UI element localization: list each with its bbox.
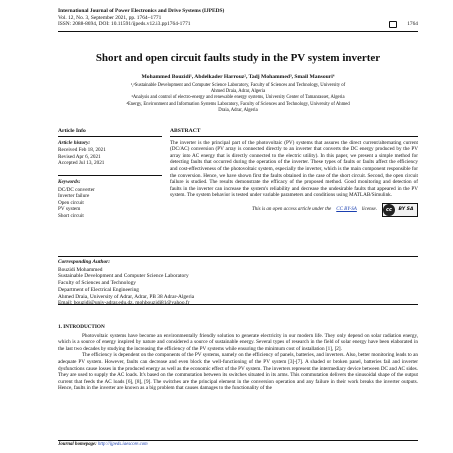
keyword-item: DC/DC converter: [58, 186, 95, 193]
corresponding-author-label: Corresponding Author:: [58, 256, 418, 266]
open-access-notice: [170, 203, 418, 217]
license-link[interactable]: CC BY-SA: [336, 206, 357, 212]
paper-authors: Mohammed Bouzidi¹, Abdelkader Harrouz², Tadj Mohammed³, Smail Mansouri⁴: [141, 74, 335, 80]
history-revised: Revised Apr 6, 2021: [58, 153, 101, 160]
affiliation-line: ⁴Energy, Environment and Information Systems Laboratory, Faculty of Sciences and Technology, University of Ahmed: [126, 101, 350, 107]
author-lab: Sustainable Development and Computer Science Laboratory: [58, 273, 189, 280]
article-info: [58, 128, 162, 220]
footer-label: Journal homepage:: [58, 442, 97, 447]
keyword-item: Short circuit: [58, 212, 84, 219]
introduction-section: [58, 324, 418, 392]
page-footer: [58, 440, 418, 447]
cc-by-sa-label: BY SA: [398, 206, 414, 212]
author-address: Ahmed Draia, University of Adrar, Adrar, PB 38 Adrar-Algeria: [58, 293, 195, 300]
author-email[interactable]: Email: bouzidi@univ-adrar.edu.dz, mohbouzidi81@yahoo.fr: [58, 300, 190, 307]
open-access-prefix: This is an open access article under the: [251, 206, 332, 212]
keyword-item: Open circuit: [58, 199, 84, 206]
paper-title: Short and open circuit faults study in the PV system inverter: [95, 52, 381, 64]
cc-license-badge[interactable]: [382, 203, 418, 217]
abstract-section: [170, 128, 418, 217]
journal-issn: ISSN: 2088-8694, DOI: 10.11591/ijpeds.v12.i3.pp1764-1771: [58, 21, 191, 28]
affiliation-line: ¹,²Sustainable Development and Computer Science Laboratory, Faculty of Sciences and Technology, University of: [130, 83, 346, 88]
creative-commons-icon: cc: [383, 204, 395, 216]
journal-volume: Vol. 12, No. 3, September 2021, pp. 1764~1771: [58, 14, 162, 21]
journal-homepage-link[interactable]: http://ijpeds.iaescore.com: [97, 442, 148, 447]
affiliation-line: Draia, Adrar, Algeria: [218, 107, 258, 113]
history-accepted: Accepted Jul 13, 2021: [58, 160, 105, 167]
keywords-section: [58, 175, 162, 220]
affiliation-line: ³Analysis and control of electro-energy and renewable energy systems, University Center of Tamanrasset, Algeria: [131, 95, 345, 101]
journal-header: [58, 8, 418, 28]
intro-paragraph-1: Photovoltaic systems have become an environmentally friendly solution to generate electricity in our modern life. They only depend on solar radiation energy, which is a source of energy inspired by nature and considered a source of sustainable energy. Several types of research in the field of solar energy have been elaborated in the last two decades by studying the increasing the efficiency of the PV systems while ensuring the minimum cost of installation [1], [2].: [58, 332, 418, 352]
keywords-label: Keywords:: [58, 178, 81, 185]
abstract-heading: ABSTRACT: [170, 128, 418, 137]
journal-name: International Journal of Power Electronics and Drive Systems (IJPEDS): [58, 8, 225, 14]
keyword-item: PV system: [58, 206, 81, 213]
author-department: Department of Electrical Engineering: [58, 286, 139, 293]
intro-paragraph-2: The efficiency is dependent on the components of the PV systems, namely on the efficiency of panels, batteries, and inverters. Also, better monitoring leads to an adequate PV system. However, faults can decrease and even block the well-functioning of the PV system [3]-[7]. A shaded or broken panel, batteries fail and inverter dysfunctions cause losses in the produced energy as well as the economic effect of the PV system. The inverters represent the intermediary device between DC and AC sides. They are used to supply the AC loads. It's based on the commutation between its switches situated in its arms. This commutation delivers the sinusoidal shape of the output current that feeds the AC loads [6], [8], [9]. The switches are the principal element in the conversion operation and any failure in their work breaks the inverter outputs. Hence, faults in the inverter are known as a big problem that causes damages to the functionality of the: [58, 352, 418, 392]
corresponding-rule: [58, 304, 418, 305]
author-faculty: Faculty of Sciences and Technology: [58, 280, 136, 287]
keyword-item: Inverter failure: [58, 193, 90, 200]
abstract-text: The inverter is the principal part of the photovoltaic (PV) systems that assures the direct current/alternating current (DC/AC) conversion (PV array is connected directly to an inverter that converts the DC energy produced by the PV array into AC energy that is directly connected to the electric utility). In this paper, we present a simple method for detecting faults that occurred during the operation of the inverter. These types of faults or faults affect the efficiency and cost-effectiveness of the photovoltaic system, especially the inverter, which is the main component responsible for the conversion. Hence, we have shown first the faults obtained in the case of the short circuit. Second, the open circuit failure is studied. The results demonstrate the efficacy of the proposed method. Good monitoring and detection of faults in the inverter can increase the system's reliability and decrease the undesirable faults that appeared in the PV system. The system behavior is tested under variable parameters and conditions using MATLAB/Simulink.: [170, 139, 418, 199]
article-history-label: Article history:: [58, 139, 91, 146]
history-received: Received Feb 18, 2021: [58, 147, 106, 154]
introduction-heading: 1. INTRODUCTION: [58, 324, 105, 330]
article-info-heading: Article Info: [58, 128, 162, 137]
page-number: 1764: [407, 21, 418, 28]
affiliation-line: Ahmed Draia, Adrar, Algeria: [210, 89, 266, 95]
license-suffix: license.: [361, 206, 377, 212]
book-icon: [389, 21, 397, 28]
header-rule: [58, 31, 418, 32]
corresponding-author: [58, 256, 418, 307]
paper-affiliations: [58, 83, 418, 114]
author-name: Bouzidi Mohammed: [58, 266, 103, 273]
